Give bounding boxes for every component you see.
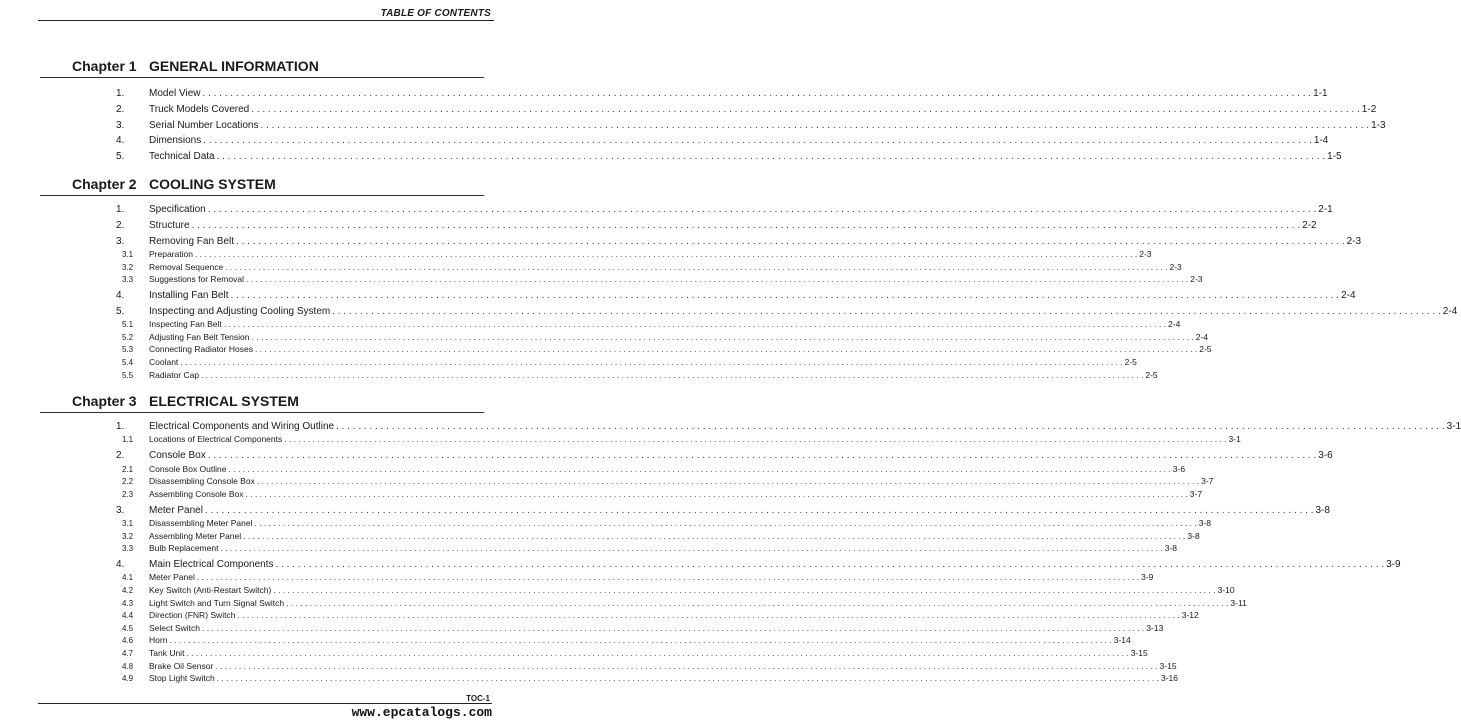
toc-subentry[interactable] bbox=[110, 369, 1158, 383]
entry-page-number: 1-4 bbox=[1313, 135, 1329, 147]
dot-leader: . . . . . . . . . . . . . . . . . . . . . . . . . . . . . . . . . . . . . . . . . . . . . . . . . . . . . . . . . . . . . . . . . . . . . . . . . . . . . . . . . . . . . . . . . . . . . . . . . . . . . . . . . . . . . . . . . . . . . . . . . . . . . . . . . . . . . . . . . . . . . . . . . . . . . . . . . . . . . . . . . . . . . . . . . . . . . . . . . . . . . . . . . . . . . . . . . . . . . . . . bbox=[251, 331, 1194, 342]
entry-title: Connecting Radiator Hoses bbox=[149, 344, 253, 355]
toc-subentry[interactable] bbox=[110, 572, 1154, 585]
chapter-title: COOLING SYSTEM bbox=[149, 176, 276, 192]
watermark: www.epcatalogs.com bbox=[351, 705, 492, 720]
entry-page-number: 2-4 bbox=[1341, 290, 1356, 301]
entry-title: Console Box Outline bbox=[149, 463, 227, 474]
entry-page-number: 3-8 bbox=[1315, 504, 1330, 516]
toc-subentry[interactable] bbox=[110, 434, 1241, 447]
chapter-title: GENERAL INFORMATION bbox=[149, 58, 319, 74]
toc-entry[interactable] bbox=[110, 88, 1328, 101]
dot-leader: . . . . . . . . . . . . . . . . . . . . . . . . . . . . . . . . . . . . . . . . . . . . . . . . . . . . . . . . . . . . . . . . . . . . . . . . . . . . . . . . . . . . . . . . . . . . . . . . . . . . . . . . . . . . . . . . . . . . . . . . . . . . . . . . . . . . . . . . . . . . . . . . . . . . . . . . . . . . . . . . . . . . . . . . . . . . . . . . . . . . . . . . . . . . . . . . . . . . . . . . bbox=[228, 463, 1171, 474]
entry-page-number: 2-2 bbox=[1302, 219, 1317, 231]
entry-number: 5. bbox=[116, 305, 125, 317]
entry-title: Tank Unit bbox=[149, 648, 185, 658]
entry-number: 2.2 bbox=[122, 477, 134, 487]
entry-page-number: 3-9 bbox=[1386, 559, 1401, 570]
entry-number: 5. bbox=[116, 151, 125, 163]
toc-subentry[interactable] bbox=[110, 249, 1152, 262]
toc-subentry[interactable] bbox=[110, 357, 1137, 370]
dot-leader: . . . . . . . . . . . . . . . . . . . . . . . . . . . . . . . . . . . . . . . . . . . . . . . . . . . . . . . . . . . . . . . . . . . . . . . . . . . . . . . . . . . . . . . . . . . . . . . . . . . . . . . . . . . . . . . . . . . . . . . . . . . . . . . . . . . . . . . . . . . . . . . . . . . . . . . . . . . . . . . . . . . . . . . . . . . . . . . . . . . . . . . . . . . . . . . . . . . . . . . . bbox=[254, 344, 1198, 355]
toc-subentry[interactable] bbox=[110, 660, 1177, 674]
toc-subentry[interactable] bbox=[110, 331, 1209, 345]
chapter-title: ELECTRICAL SYSTEM bbox=[149, 393, 299, 409]
dot-leader: . . . . . . . . . . . . . . . . . . . . . . . . . . . . . . . . . . . . . . . . . . . . . . . . . . . . . . . . . . . . . . . . . . . . . . . . . . . . . . . . . . . . . . . . . . . . . . . . . . . . . . . . . . . . . . . . . . . . . . . . . . . . . . . . . . . . . . . . . . . . . . . . . . . . . . . . . . . . . . . . . . . . . . . . . . . . . . . . . . . . . . . . . . . . . . . . . . . . . . . . bbox=[207, 450, 1317, 462]
entry-number: 3.3 bbox=[122, 275, 134, 285]
entry-title: Select Switch bbox=[149, 622, 201, 633]
entry-title: Meter Panel bbox=[149, 572, 195, 583]
toc-subentry[interactable] bbox=[110, 518, 1212, 531]
entry-page-number: 3-1 bbox=[1446, 421, 1461, 432]
entry-number: 3. bbox=[116, 235, 125, 247]
dot-leader: . . . . . . . . . . . . . . . . . . . . . . . . . . . . . . . . . . . . . . . . . . . . . . . . . . . . . . . . . . . . . . . . . . . . . . . . . . . . . . . . . . . . . . . . . . . . . . . . . . . . . . . . . . . . . . . . . . . . . . . . . . . . . . . . . . . . . . . . . . . . . . . . . . . . . . . . . . . . . . . . . . . . . . . . . . . . . . . . . . . . . . . . . . . . . . . . . . . . . . . . bbox=[243, 530, 1186, 541]
entry-page-number: 1-5 bbox=[1327, 151, 1342, 163]
toc-subentry[interactable] bbox=[110, 635, 1131, 648]
entry-page-number: 3-8 bbox=[1164, 543, 1178, 554]
entry-page-number: 3-16 bbox=[1160, 673, 1178, 684]
entry-page-number: 2-3 bbox=[1346, 235, 1362, 247]
entry-page-number: 3-9 bbox=[1141, 572, 1154, 583]
entry-page-number: 3-6 bbox=[1172, 463, 1186, 474]
entry-number: 4.4 bbox=[122, 611, 134, 621]
entry-page-number: 2-5 bbox=[1145, 369, 1158, 380]
entry-page-number: 1-1 bbox=[1313, 88, 1328, 99]
entry-page-number: 2-5 bbox=[1124, 357, 1137, 367]
toc-entry[interactable] bbox=[110, 204, 1333, 217]
entry-page-number: 2-4 bbox=[1195, 331, 1209, 342]
entry-title: Serial Number Locations bbox=[149, 119, 259, 131]
dot-leader: . . . . . . . . . . . . . . . . . . . . . . . . . . . . . . . . . . . . . . . . . . . . . . . . . . . . . . . . . . . . . . . . . . . . . . . . . . . . . . . . . . . . . . . . . . . . . . . . . . . . . . . . . . . . . . . . . . . . . . . . . . . . . . . . . . . . . . . . . . . . . . . . . . . . . . . . . . . . . . . . . . . . . . . . . . . . . . . . . . . . . . . . . . . . . . . . . . . . . . . . bbox=[207, 204, 1317, 215]
entry-number: 4.8 bbox=[122, 661, 134, 671]
entry-number: 4.5 bbox=[122, 623, 134, 633]
footer-divider bbox=[38, 703, 492, 704]
dot-leader: . . . . . . . . . . . . . . . . . . . . . . . . . . . . . . . . . . . . . . . . . . . . . . . . . . . . . . . . . . . . . . . . . . . . . . . . . . . . . . . . . . . . . . . . . . . . . . . . . . . . . . . . . . . . . . . . . . . . . . . . . . . . . . . . . . . . . . . . . . . . . . . . . . . . . . . . . . . . . . . . . . . . . . . . . . . . . . . . . . . . . . . . . . . . . . . . . . . . . . . . bbox=[201, 369, 1144, 380]
entry-title: Coolant bbox=[149, 357, 179, 367]
toc-entry[interactable] bbox=[110, 305, 1458, 319]
toc-subentry[interactable] bbox=[110, 543, 1178, 556]
dot-leader: . . . . . . . . . . . . . . . . . . . . . . . . . . . . . . . . . . . . . . . . . . . . . . . . . . . . . . . . . . . . . . . . . . . . . . . . . . . . . . . . . . . . . . . . . . . . . . . . . . . . . . . . . . . . . . . . . . . . . . . . . . . . . . . . . . . . . . . . . . . . . . . . . . . . . . . . . . . . . . . . . . . . . . . . . . . . . . . . . . . . . . . . . . . . . . . . . . . . . . . . bbox=[275, 559, 1385, 570]
entry-title: Removing Fan Belt bbox=[149, 235, 235, 247]
entry-number: 4.2 bbox=[122, 586, 134, 595]
toc-entry[interactable] bbox=[110, 219, 1317, 233]
entry-page-number: 3-15 bbox=[1130, 648, 1148, 658]
entry-page-number: 1-2 bbox=[1361, 103, 1377, 115]
entry-number: 2. bbox=[116, 103, 125, 115]
dot-leader: . . . . . . . . . . . . . . . . . . . . . . . . . . . . . . . . . . . . . . . . . . . . . . . . . . . . . . . . . . . . . . . . . . . . . . . . . . . . . . . . . . . . . . . . . . . . . . . . . . . . . . . . . . . . . . . . . . . . . . . . . . . . . . . . . . . . . . . . . . . . . . . . . . . . . . . . . . . . . . . . . . . . . . . . . . . . . . . . . . . . . . . . . . . . . . . . . . . . . . . . bbox=[202, 88, 1312, 99]
entry-number: 3.1 bbox=[122, 519, 134, 528]
toc-subentry[interactable] bbox=[110, 622, 1164, 636]
toc-subentry[interactable] bbox=[110, 530, 1200, 544]
entry-title: Bulb Replacement bbox=[149, 543, 219, 554]
entry-page-number: 2-3 bbox=[1190, 274, 1203, 285]
toc-entry[interactable] bbox=[110, 151, 1342, 164]
dot-leader: . . . . . . . . . . . . . . . . . . . . . . . . . . . . . . . . . . . . . . . . . . . . . . . . . . . . . . . . . . . . . . . . . . . . . . . . . . . . . . . . . . . . . . . . . . . . . . . . . . . . . . . . . . . . . . . . . . . . . . . . . . . . . . . . . . . . . . . . . . . . . . . . . . . . . . . . . . . . . . . . . . . . . . . . . . . . . . . . . . . . . . . . . . . . . . . . . . . . . . . . bbox=[254, 518, 1197, 528]
entry-page-number: 3-8 bbox=[1187, 530, 1200, 541]
chapter-label: Chapter 1 bbox=[72, 58, 137, 74]
dot-leader: . . . . . . . . . . . . . . . . . . . . . . . . . . . . . . . . . . . . . . . . . . . . . . . . . . . . . . . . . . . . . . . . . . . . . . . . . . . . . . . . . . . . . . . . . . . . . . . . . . . . . . . . . . . . . . . . . . . . . . . . . . . . . . . . . . . . . . . . . . . . . . . . . . . . . . . . . . . . . . . . . . . . . . . . . . . . . . . . . . . . . . . . . . . . . . . . . . . . . . . . bbox=[216, 151, 1326, 163]
toc-subentry[interactable] bbox=[110, 585, 1235, 598]
dot-leader: . . . . . . . . . . . . . . . . . . . . . . . . . . . . . . . . . . . . . . . . . . . . . . . . . . . . . . . . . . . . . . . . . . . . . . . . . . . . . . . . . . . . . . . . . . . . . . . . . . . . . . . . . . . . . . . . . . . . . . . . . . . . . . . . . . . . . . . . . . . . . . . . . . . . . . . . . . . . . . . . . . . . . . . . . . . . . . . . . . . . . . . . . . . . . . . . . . . . . . . . bbox=[204, 504, 1314, 516]
toc-entry[interactable] bbox=[110, 421, 1461, 434]
entry-title: Stop Light Switch bbox=[149, 673, 215, 684]
entry-page-number: 2-3 bbox=[1139, 249, 1152, 259]
entry-title: Preparation bbox=[149, 249, 193, 259]
entry-title: Radiator Cap bbox=[149, 369, 200, 380]
toc-entry[interactable] bbox=[110, 559, 1401, 572]
dot-leader: . . . . . . . . . . . . . . . . . . . . . . . . . . . . . . . . . . . . . . . . . . . . . . . . . . . . . . . . . . . . . . . . . . . . . . . . . . . . . . . . . . . . . . . . . . . . . . . . . . . . . . . . . . . . . . . . . . . . . . . . . . . . . . . . . . . . . . . . . . . . . . . . . . . . . . . . . . . . . . . . . . . . . . . . . . . . . . . . . . . . . . . . . . . . . . . . . . . . . . . . bbox=[251, 103, 1360, 115]
entry-title: Removal Sequence bbox=[149, 261, 224, 272]
chapter-heading bbox=[40, 176, 484, 196]
entry-page-number: 3-11 bbox=[1230, 597, 1247, 608]
dot-leader: . . . . . . . . . . . . . . . . . . . . . . . . . . . . . . . . . . . . . . . . . . . . . . . . . . . . . . . . . . . . . . . . . . . . . . . . . . . . . . . . . . . . . . . . . . . . . . . . . . . . . . . . . . . . . . . . . . . . . . . . . . . . . . . . . . . . . . . . . . . . . . . . . . . . . . . . . . . . . . . . . . . . . . . . . . . . . . . . . . . . . . . . . . . . . . . . . . . . . . . . bbox=[216, 673, 1159, 684]
entry-title: Assembling Meter Panel bbox=[149, 530, 242, 541]
dot-leader: . . . . . . . . . . . . . . . . . . . . . . . . . . . . . . . . . . . . . . . . . . . . . . . . . . . . . . . . . . . . . . . . . . . . . . . . . . . . . . . . . . . . . . . . . . . . . . . . . . . . . . . . . . . . . . . . . . . . . . . . . . . . . . . . . . . . . . . . . . . . . . . . . . . . . . . . . . . . . . . . . . . . . . . . . . . . . . . . . . . . . . . . . . . . . . . . . . . . . . . . bbox=[225, 261, 1168, 272]
entry-title: Specification bbox=[149, 204, 206, 215]
entry-page-number: 3-7 bbox=[1189, 488, 1203, 499]
entry-page-number: 3-10 bbox=[1217, 585, 1235, 595]
dot-leader: . . . . . . . . . . . . . . . . . . . . . . . . . . . . . . . . . . . . . . . . . . . . . . . . . . . . . . . . . . . . . . . . . . . . . . . . . . . . . . . . . . . . . . . . . . . . . . . . . . . . . . . . . . . . . . . . . . . . . . . . . . . . . . . . . . . . . . . . . . . . . . . . . . . . . . . . . . . . . . . . . . . . . . . . . . . . . . . . . . . . . . . . . . . . . . . . . . . . . . . . bbox=[196, 572, 1140, 583]
entry-page-number: 2-4 bbox=[1168, 319, 1181, 330]
dot-leader: . . . . . . . . . . . . . . . . . . . . . . . . . . . . . . . . . . . . . . . . . . . . . . . . . . . . . . . . . . . . . . . . . . . . . . . . . . . . . . . . . . . . . . . . . . . . . . . . . . . . . . . . . . . . . . . . . . . . . . . . . . . . . . . . . . . . . . . . . . . . . . . . . . . . . . . . . . . . . . . . . . . . . . . . . . . . . . . . . . . . . . . . . . . . . . . . . . . . . . . . bbox=[245, 274, 1189, 285]
entry-page-number: 2-5 bbox=[1199, 344, 1212, 355]
entry-title: Horn bbox=[149, 635, 168, 646]
dot-leader: . . . . . . . . . . . . . . . . . . . . . . . . . . . . . . . . . . . . . . . . . . . . . . . . . . . . . . . . . . . . . . . . . . . . . . . . . . . . . . . . . . . . . . . . . . . . . . . . . . . . . . . . . . . . . . . . . . . . . . . . . . . . . . . . . . . . . . . . . . . . . . . . . . . . . . . . . . . . . . . . . . . . . . . . . . . . . . . . . . . . . . . . . . . . . . . . . . . . . . . . bbox=[220, 543, 1163, 554]
toc-subentry[interactable] bbox=[110, 274, 1203, 287]
dot-leader: . . . . . . . . . . . . . . . . . . . . . . . . . . . . . . . . . . . . . . . . . . . . . . . . . . . . . . . . . . . . . . . . . . . . . . . . . . . . . . . . . . . . . . . . . . . . . . . . . . . . . . . . . . . . . . . . . . . . . . . . . . . . . . . . . . . . . . . . . . . . . . . . . . . . . . . . . . . . . . . . . . . . . . . . . . . . . . . . . . . . . . . . . . . . . . . . . . . . . . . . bbox=[236, 235, 1345, 247]
entry-number: 4. bbox=[116, 135, 125, 147]
entry-title: Structure bbox=[149, 219, 190, 231]
entry-number: 3.2 bbox=[122, 531, 134, 541]
dot-leader: . . . . . . . . . . . . . . . . . . . . . . . . . . . . . . . . . . . . . . . . . . . . . . . . . . . . . . . . . . . . . . . . . . . . . . . . . . . . . . . . . . . . . . . . . . . . . . . . . . . . . . . . . . . . . . . . . . . . . . . . . . . . . . . . . . . . . . . . . . . . . . . . . . . . . . . . . . . . . . . . . . . . . . . . . . . . . . . . . . . . . . . . . . . . . . . . . . . . . . . . bbox=[203, 135, 1312, 147]
toc-entry[interactable] bbox=[110, 103, 1377, 117]
toc-subentry[interactable] bbox=[110, 261, 1182, 275]
entry-number: 3.3 bbox=[122, 544, 134, 554]
entry-title: Brake Oil Sensor bbox=[149, 660, 214, 671]
entry-number: 4.6 bbox=[122, 636, 134, 646]
entry-page-number: 3-12 bbox=[1181, 610, 1199, 621]
toc-subentry[interactable] bbox=[110, 344, 1212, 357]
entry-number: 2.1 bbox=[122, 464, 134, 474]
dot-leader: . . . . . . . . . . . . . . . . . . . . . . . . . . . . . . . . . . . . . . . . . . . . . . . . . . . . . . . . . . . . . . . . . . . . . . . . . . . . . . . . . . . . . . . . . . . . . . . . . . . . . . . . . . . . . . . . . . . . . . . . . . . . . . . . . . . . . . . . . . . . . . . . . . . . . . . . . . . . . . . . . . . . . . . . . . . . . . . . . . . . . . . . . . . . . . . . . . . . . . . . bbox=[237, 610, 1180, 621]
dot-leader: . . . . . . . . . . . . . . . . . . . . . . . . . . . . . . . . . . . . . . . . . . . . . . . . . . . . . . . . . . . . . . . . . . . . . . . . . . . . . . . . . . . . . . . . . . . . . . . . . . . . . . . . . . . . . . . . . . . . . . . . . . . . . . . . . . . . . . . . . . . . . . . . . . . . . . . . . . . . . . . . . . . . . . . . . . . . . . . . . . . . . . . . . . . . . . . . . . . . . . . . bbox=[332, 305, 1441, 317]
entry-title: Console Box bbox=[149, 450, 206, 462]
dot-leader: . . . . . . . . . . . . . . . . . . . . . . . . . . . . . . . . . . . . . . . . . . . . . . . . . . . . . . . . . . . . . . . . . . . . . . . . . . . . . . . . . . . . . . . . . . . . . . . . . . . . . . . . . . . . . . . . . . . . . . . . . . . . . . . . . . . . . . . . . . . . . . . . . . . . . . . . . . . . . . . . . . . . . . . . . . . . . . . . . . . . . . . . . . . . . . . . . . . . . . . . bbox=[194, 249, 1138, 259]
entry-title: Light Switch and Turn Signal Switch bbox=[149, 597, 285, 608]
entry-number: 5.2 bbox=[122, 332, 134, 342]
entry-title: Locations of Electrical Components bbox=[149, 434, 283, 445]
entry-page-number: 2-4 bbox=[1442, 305, 1458, 317]
toc-subentry[interactable] bbox=[110, 597, 1247, 611]
toc-entry[interactable] bbox=[110, 135, 1329, 148]
dot-leader: . . . . . . . . . . . . . . . . . . . . . . . . . . . . . . . . . . . . . . . . . . . . . . . . . . . . . . . . . . . . . . . . . . . . . . . . . . . . . . . . . . . . . . . . . . . . . . . . . . . . . . . . . . . . . . . . . . . . . . . . . . . . . . . . . . . . . . . . . . . . . . . . . . . . . . . . . . . . . . . . . . . . . . . . . . . . . . . . . . . . . . . . . . . . . . . . . . . . . . . . bbox=[215, 660, 1158, 671]
entry-page-number: 1-3 bbox=[1371, 119, 1386, 131]
toc-subentry[interactable] bbox=[110, 476, 1214, 489]
entry-number: 4. bbox=[116, 290, 125, 301]
entry-number: 2. bbox=[116, 219, 125, 231]
dot-leader: . . . . . . . . . . . . . . . . . . . . . . . . . . . . . . . . . . . . . . . . . . . . . . . . . . . . . . . . . . . . . . . . . . . . . . . . . . . . . . . . . . . . . . . . . . . . . . . . . . . . . . . . . . . . . . . . . . . . . . . . . . . . . . . . . . . . . . . . . . . . . . . . . . . . . . . . . . . . . . . . . . . . . . . . . . . . . . . . . . . . . . . . . . . . . . . . . . . . . . . . bbox=[186, 648, 1129, 658]
entry-page-number: 3-6 bbox=[1318, 450, 1333, 462]
entry-title: Model View bbox=[149, 88, 201, 99]
chapter-divider bbox=[40, 77, 484, 78]
entry-title: Disassembling Meter Panel bbox=[149, 518, 253, 528]
page-header-title: TABLE OF CONTENTS bbox=[380, 8, 491, 19]
entry-title: Disassembling Console Box bbox=[149, 476, 255, 487]
entry-number: 3. bbox=[116, 504, 125, 516]
dot-leader: . . . . . . . . . . . . . . . . . . . . . . . . . . . . . . . . . . . . . . . . . . . . . . . . . . . . . . . . . . . . . . . . . . . . . . . . . . . . . . . . . . . . . . . . . . . . . . . . . . . . . . . . . . . . . . . . . . . . . . . . . . . . . . . . . . . . . . . . . . . . . . . . . . . . . . . . . . . . . . . . . . . . . . . . . . . . . . . . . . . . . . . . . . . . . . . . . . . . . . . . bbox=[256, 476, 1200, 487]
entry-number: 5.1 bbox=[122, 320, 134, 330]
toc-entry[interactable] bbox=[110, 235, 1362, 249]
entry-title: Electrical Components and Wiring Outline bbox=[149, 421, 335, 432]
dot-leader: . . . . . . . . . . . . . . . . . . . . . . . . . . . . . . . . . . . . . . . . . . . . . . . . . . . . . . . . . . . . . . . . . . . . . . . . . . . . . . . . . . . . . . . . . . . . . . . . . . . . . . . . . . . . . . . . . . . . . . . . . . . . . . . . . . . . . . . . . . . . . . . . . . . . . . . . . . . . . . . . . . . . . . . . . . . . . . . . . . . . . . . . . . . . . . . . . . . . . . . . bbox=[284, 434, 1227, 445]
entry-page-number: 3-7 bbox=[1201, 476, 1214, 487]
chapter-heading bbox=[40, 58, 484, 78]
entry-number: 2.3 bbox=[122, 489, 134, 499]
toc-subentry[interactable] bbox=[110, 319, 1181, 332]
chapter-label: Chapter 3 bbox=[72, 393, 137, 409]
entry-title: Assembling Console Box bbox=[149, 488, 244, 499]
toc-subentry[interactable] bbox=[110, 463, 1186, 477]
entry-title: Installing Fan Belt bbox=[149, 290, 229, 301]
dot-leader: . . . . . . . . . . . . . . . . . . . . . . . . . . . . . . . . . . . . . . . . . . . . . . . . . . . . . . . . . . . . . . . . . . . . . . . . . . . . . . . . . . . . . . . . . . . . . . . . . . . . . . . . . . . . . . . . . . . . . . . . . . . . . . . . . . . . . . . . . . . . . . . . . . . . . . . . . . . . . . . . . . . . . . . . . . . . . . . . . . . . . . . . . . . . . . . . . . . . . . . . bbox=[230, 290, 1340, 301]
entry-number: 1.1 bbox=[122, 435, 134, 445]
entry-page-number: 3-1 bbox=[1228, 434, 1241, 445]
chapter-divider bbox=[40, 412, 484, 413]
entry-title: Dimensions bbox=[149, 135, 202, 147]
chapter-heading bbox=[40, 393, 484, 413]
entry-page-number: 3-13 bbox=[1146, 622, 1164, 633]
toc-subentry[interactable] bbox=[110, 610, 1199, 623]
dot-leader: . . . . . . . . . . . . . . . . . . . . . . . . . . . . . . . . . . . . . . . . . . . . . . . . . . . . . . . . . . . . . . . . . . . . . . . . . . . . . . . . . . . . . . . . . . . . . . . . . . . . . . . . . . . . . . . . . . . . . . . . . . . . . . . . . . . . . . . . . . . . . . . . . . . . . . . . . . . . . . . . . . . . . . . . . . . . . . . . . . . . . . . . . . . . . . . . . . . . . . . . bbox=[336, 421, 1445, 432]
toc-subentry[interactable] bbox=[110, 673, 1178, 686]
toc-entry[interactable] bbox=[110, 450, 1333, 463]
toc-subentry[interactable] bbox=[110, 488, 1203, 502]
entry-title: Inspecting Fan Belt bbox=[149, 319, 222, 330]
entry-number: 1. bbox=[116, 88, 125, 99]
toc-entry[interactable] bbox=[110, 504, 1330, 518]
entry-number: 5.5 bbox=[122, 370, 134, 380]
entry-page-number: 3-15 bbox=[1159, 660, 1177, 671]
entry-title: Key Switch (Anti-Restart Switch) bbox=[149, 585, 272, 595]
header-divider bbox=[38, 20, 494, 21]
entry-number: 4.3 bbox=[122, 598, 134, 608]
entry-title: Suggestions for Removal bbox=[149, 274, 244, 285]
dot-leader: . . . . . . . . . . . . . . . . . . . . . . . . . . . . . . . . . . . . . . . . . . . . . . . . . . . . . . . . . . . . . . . . . . . . . . . . . . . . . . . . . . . . . . . . . . . . . . . . . . . . . . . . . . . . . . . . . . . . . . . . . . . . . . . . . . . . . . . . . . . . . . . . . . . . . . . . . . . . . . . . . . . . . . . . . . . . . . . . . . . . . . . . . . . . . . . . . . . . . . . . bbox=[169, 635, 1112, 646]
entry-title: Inspecting and Adjusting Cooling System bbox=[149, 305, 331, 317]
entry-page-number: 3-8 bbox=[1198, 518, 1212, 528]
entry-title: Adjusting Fan Belt Tension bbox=[149, 331, 250, 342]
entry-number: 4.7 bbox=[122, 649, 134, 658]
entry-page-number: 3-14 bbox=[1113, 635, 1131, 646]
dot-leader: . . . . . . . . . . . . . . . . . . . . . . . . . . . . . . . . . . . . . . . . . . . . . . . . . . . . . . . . . . . . . . . . . . . . . . . . . . . . . . . . . . . . . . . . . . . . . . . . . . . . . . . . . . . . . . . . . . . . . . . . . . . . . . . . . . . . . . . . . . . . . . . . . . . . . . . . . . . . . . . . . . . . . . . . . . . . . . . . . . . . . . . . . . . . . . . . . . . . . . . . bbox=[191, 219, 1301, 231]
entry-title: Main Electrical Components bbox=[149, 559, 274, 570]
dot-leader: . . . . . . . . . . . . . . . . . . . . . . . . . . . . . . . . . . . . . . . . . . . . . . . . . . . . . . . . . . . . . . . . . . . . . . . . . . . . . . . . . . . . . . . . . . . . . . . . . . . . . . . . . . . . . . . . . . . . . . . . . . . . . . . . . . . . . . . . . . . . . . . . . . . . . . . . . . . . . . . . . . . . . . . . . . . . . . . . . . . . . . . . . . . . . . . . . . . . . . . . bbox=[180, 357, 1123, 367]
entry-page-number: 2-3 bbox=[1169, 261, 1182, 272]
footer-page-number: TOC-1 bbox=[466, 694, 490, 703]
entry-number: 3.2 bbox=[122, 262, 134, 272]
entry-number: 5.3 bbox=[122, 345, 134, 355]
dot-leader: . . . . . . . . . . . . . . . . . . . . . . . . . . . . . . . . . . . . . . . . . . . . . . . . . . . . . . . . . . . . . . . . . . . . . . . . . . . . . . . . . . . . . . . . . . . . . . . . . . . . . . . . . . . . . . . . . . . . . . . . . . . . . . . . . . . . . . . . . . . . . . . . . . . . . . . . . . . . . . . . . . . . . . . . . . . . . . . . . . . . . . . . . . . . . . . . . . . . . . . . bbox=[245, 488, 1188, 499]
toc-entry[interactable] bbox=[110, 290, 1356, 303]
entry-title: Direction (FNR) Switch bbox=[149, 610, 236, 621]
dot-leader: . . . . . . . . . . . . . . . . . . . . . . . . . . . . . . . . . . . . . . . . . . . . . . . . . . . . . . . . . . . . . . . . . . . . . . . . . . . . . . . . . . . . . . . . . . . . . . . . . . . . . . . . . . . . . . . . . . . . . . . . . . . . . . . . . . . . . . . . . . . . . . . . . . . . . . . . . . . . . . . . . . . . . . . . . . . . . . . . . . . . . . . . . . . . . . . . . . . . . . . . bbox=[260, 119, 1370, 131]
dot-leader: . . . . . . . . . . . . . . . . . . . . . . . . . . . . . . . . . . . . . . . . . . . . . . . . . . . . . . . . . . . . . . . . . . . . . . . . . . . . . . . . . . . . . . . . . . . . . . . . . . . . . . . . . . . . . . . . . . . . . . . . . . . . . . . . . . . . . . . . . . . . . . . . . . . . . . . . . . . . . . . . . . . . . . . . . . . . . . . . . . . . . . . . . . . . . . . . . . . . . . . . bbox=[273, 585, 1216, 595]
chapter-divider bbox=[40, 195, 484, 196]
dot-leader: . . . . . . . . . . . . . . . . . . . . . . . . . . . . . . . . . . . . . . . . . . . . . . . . . . . . . . . . . . . . . . . . . . . . . . . . . . . . . . . . . . . . . . . . . . . . . . . . . . . . . . . . . . . . . . . . . . . . . . . . . . . . . . . . . . . . . . . . . . . . . . . . . . . . . . . . . . . . . . . . . . . . . . . . . . . . . . . . . . . . . . . . . . . . . . . . . . . . . . . . bbox=[286, 597, 1229, 608]
entry-title: Meter Panel bbox=[149, 504, 203, 516]
entry-number: 5.4 bbox=[122, 358, 134, 367]
entry-number: 4. bbox=[116, 559, 125, 570]
entry-number: 4.1 bbox=[122, 573, 134, 583]
chapter-label: Chapter 2 bbox=[72, 176, 137, 192]
dot-leader: . . . . . . . . . . . . . . . . . . . . . . . . . . . . . . . . . . . . . . . . . . . . . . . . . . . . . . . . . . . . . . . . . . . . . . . . . . . . . . . . . . . . . . . . . . . . . . . . . . . . . . . . . . . . . . . . . . . . . . . . . . . . . . . . . . . . . . . . . . . . . . . . . . . . . . . . . . . . . . . . . . . . . . . . . . . . . . . . . . . . . . . . . . . . . . . . . . . . . . . . bbox=[223, 319, 1167, 330]
dot-leader: . . . . . . . . . . . . . . . . . . . . . . . . . . . . . . . . . . . . . . . . . . . . . . . . . . . . . . . . . . . . . . . . . . . . . . . . . . . . . . . . . . . . . . . . . . . . . . . . . . . . . . . . . . . . . . . . . . . . . . . . . . . . . . . . . . . . . . . . . . . . . . . . . . . . . . . . . . . . . . . . . . . . . . . . . . . . . . . . . . . . . . . . . . . . . . . . . . . . . . . . bbox=[202, 622, 1145, 633]
toc-subentry[interactable] bbox=[110, 648, 1148, 661]
entry-page-number: 2-1 bbox=[1318, 204, 1333, 215]
entry-title: Truck Models Covered bbox=[149, 103, 250, 115]
entry-number: 1. bbox=[116, 204, 125, 215]
entry-number: 2. bbox=[116, 450, 125, 462]
entry-number: 4.9 bbox=[122, 674, 134, 684]
entry-title: Technical Data bbox=[149, 151, 215, 163]
toc-entry[interactable] bbox=[110, 119, 1386, 133]
entry-number: 3.1 bbox=[122, 250, 134, 259]
entry-number: 1. bbox=[116, 421, 125, 432]
entry-number: 3. bbox=[116, 119, 125, 131]
